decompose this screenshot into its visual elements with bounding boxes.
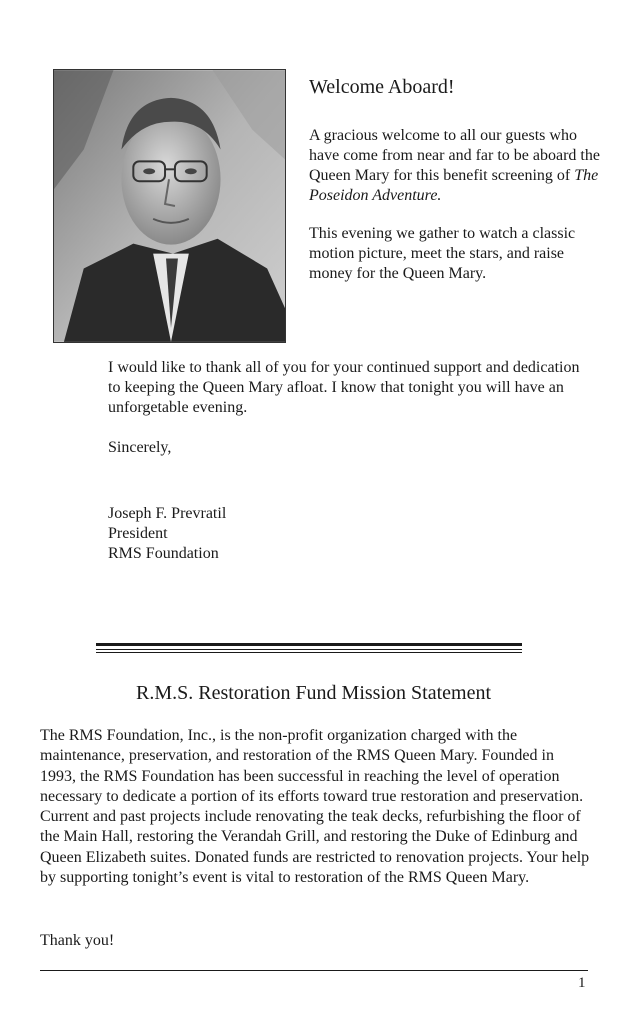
footer-rule: [40, 970, 588, 971]
letter-closing: Sincerely,: [108, 439, 172, 456]
signer-name: Joseph F. Prevratil: [108, 505, 227, 522]
president-letter: [108, 358, 588, 564]
welcome-text: [309, 126, 609, 302]
section-divider: [96, 643, 522, 653]
portrait-image: [54, 70, 285, 342]
letter-thanks: I would like to thank all of you for your continued support and dedication to keeping the Queen Mary afloat. I know that tonight you will have an unforgetable evening.: [108, 359, 580, 416]
welcome-paragraph-1-text: A gracious welcome to all our guests who have come from near and far to be aboard the Queen Mary for this benefit screening of: [309, 127, 600, 184]
mission-body: The RMS Foundation, Inc., is the non-profit organization charged with the maintenance, preservation, and restoration of the RMS Queen Mary. Founded in 1993, the RMS Foundation has been successful in reaching the level of operation necessary to dedicate a portion of its efforts toward true restoration and preservation. Current and past projects include renovating the teak decks, refurbishing the floor of the Main Hall, restoring the Verandah Grill, and restoring the Duke of Edinburg and Queen Elizabeth suites. Donated funds are restricted to renovation projects. Your help by supporting tonight’s event is vital to restoration of the RMS Queen Mary.: [40, 727, 590, 887]
president-portrait: [53, 69, 286, 343]
signer-title: President: [108, 525, 168, 542]
mission-thank-you: Thank you!: [40, 932, 115, 949]
mission-title: R.M.S. Restoration Fund Mission Statement: [135, 682, 492, 704]
welcome-paragraph-1: [309, 126, 609, 206]
page-number: 1: [578, 975, 586, 991]
welcome-title: Welcome Aboard!: [309, 76, 455, 98]
signer-organization: RMS Foundation: [108, 545, 219, 562]
film-title: The Poseidon Adventure.: [309, 167, 599, 204]
welcome-paragraph-2: This evening we gather to watch a classic motion picture, meet the stars, and raise money for the Queen Mary.: [309, 225, 576, 282]
